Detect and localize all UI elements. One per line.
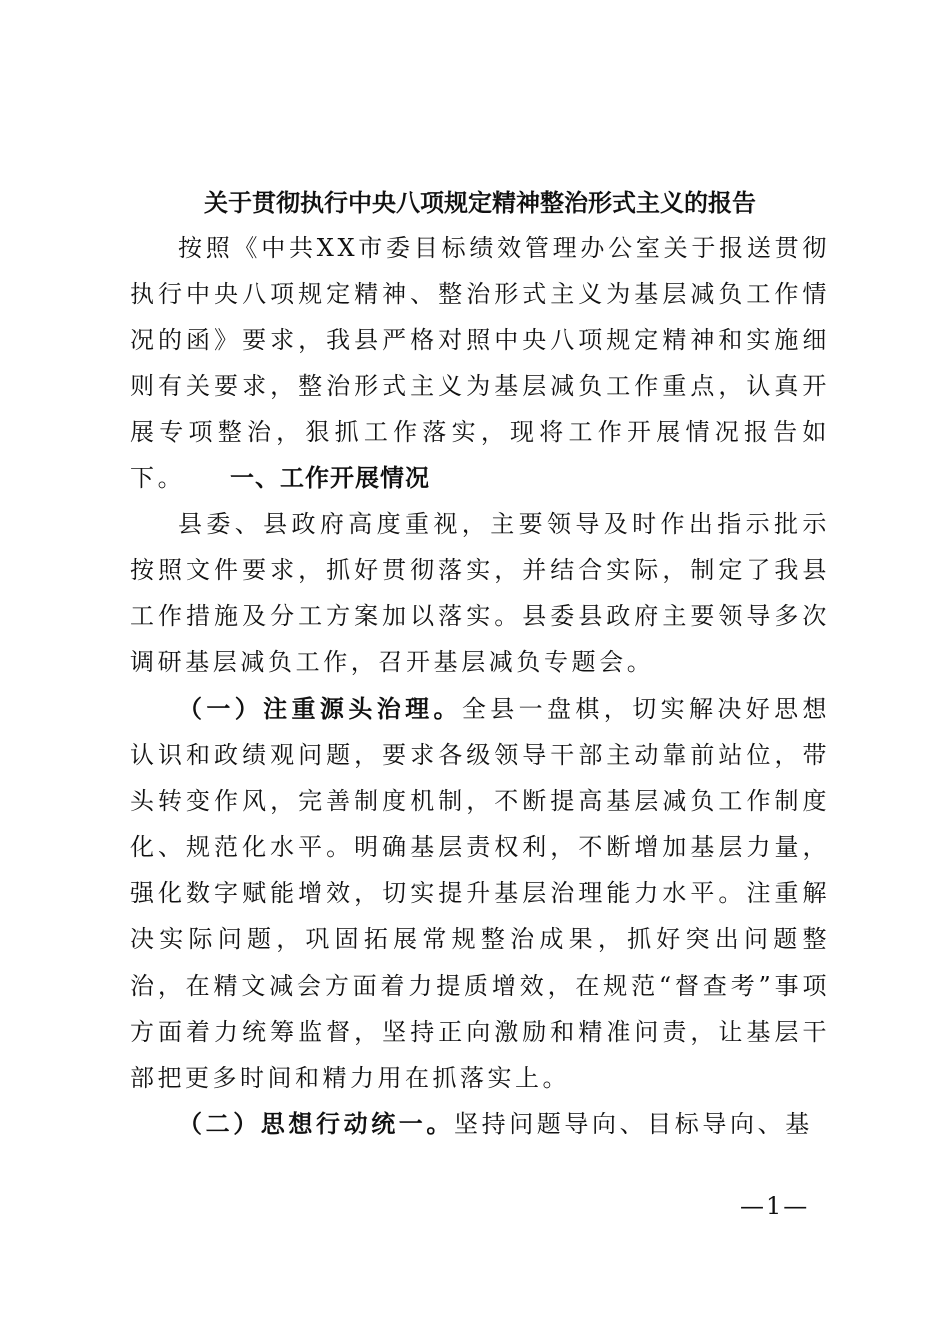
- subsection-2-paragraph: [130, 1101, 830, 1147]
- subsection-2-body: 坚持问题导向、目标导向、基: [454, 1110, 813, 1138]
- document-title: 关于贯彻执行中央八项规定精神整治形式主义的报告: [204, 188, 756, 217]
- subsection-2-lead: （二）思想行动统一。: [178, 1109, 454, 1138]
- page-number: —1—: [740, 1192, 810, 1220]
- section-paragraph: 县委、县政府高度重视，主要领导及时作出指示批示按照文件要求，抓好贯彻落实，并结合实际，制定了我县工作措施及分工方案加以落实。县委县政府主要领导多次调研基层减负工作，召开基层减负专题会。: [130, 510, 830, 677]
- intro-paragraph: 按照《中共XX市委目标绩效管理办公室关于报送贯彻执行中央八项规定精神、整治形式主义为基层减负工作情况的函》要求，我县严格对照中央八项规定精神和实施细则有关要求，整治形式主义为基层减负工作重点，认真开展专项整治，狠抓工作落实，现将工作开展情况报告如下。: [130, 234, 830, 493]
- subsection-1-lead: （一）注重源头治理。: [178, 694, 462, 723]
- subsection-1-paragraph: [130, 686, 830, 1101]
- section-heading: 一、工作开展情况: [230, 463, 430, 492]
- subsection-1-body: 全县一盘棋，切实解决好思想认识和政绩观问题，要求各级领导干部主动靠前站位，带头转变作风，完善制度机制，不断提高基层减负工作制度化、规范化水平。明确基层责权利，不断增加基层力量，强化数字赋能增效，切实提升基层治理能力水平。注重解决实际问题，巩固拓展常规整治成果，抓好突出问题整治，在精文减会方面着力提质增效，在规范“督查考”事项方面着力统筹监督，坚持正向激励和精准问责，让基层干部把更多时间和精力用在抓落实上。: [130, 695, 831, 1092]
